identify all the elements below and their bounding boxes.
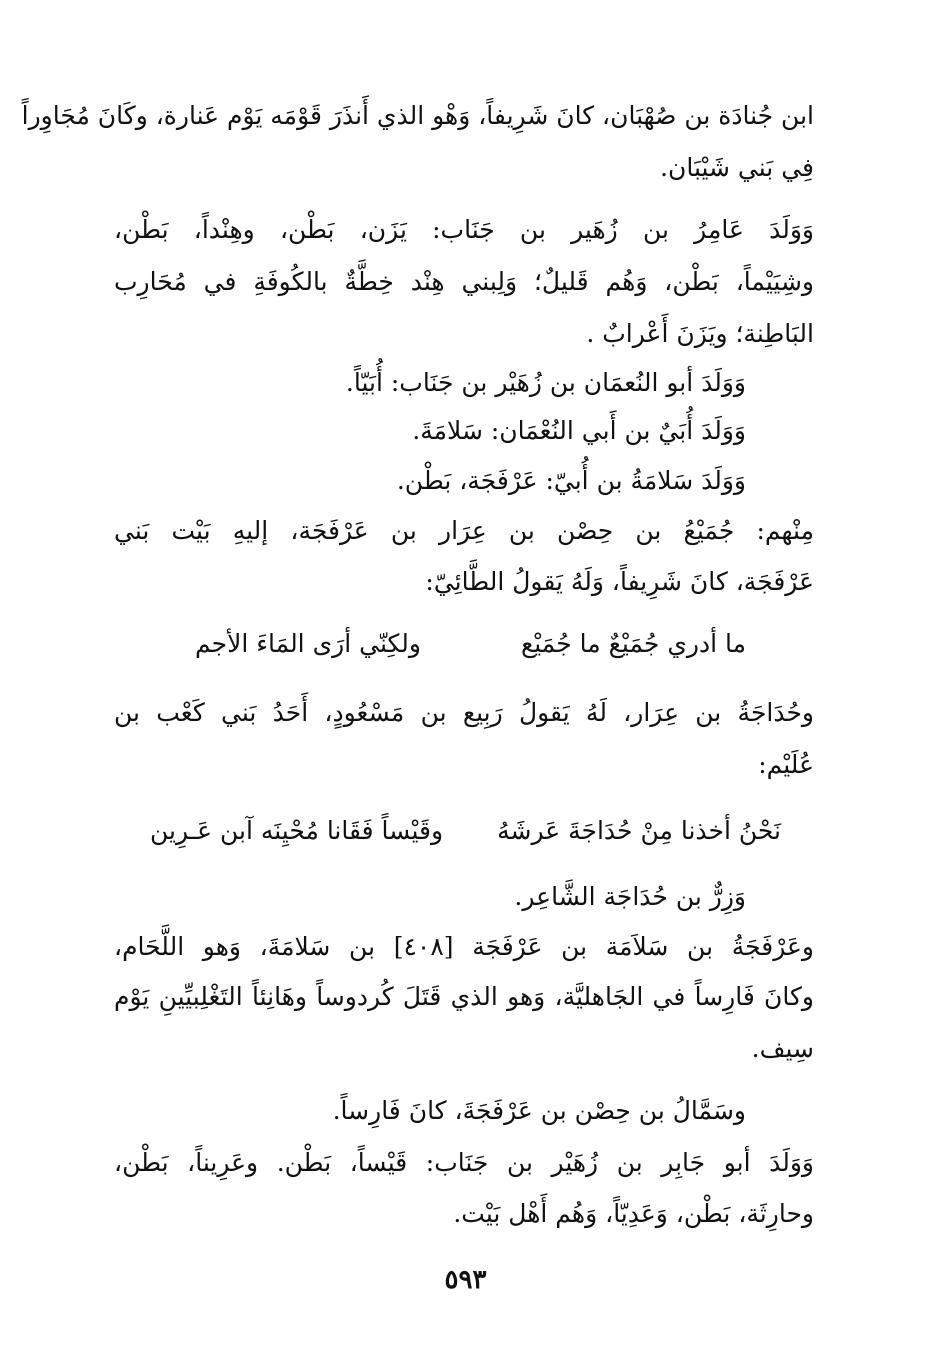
text-line-13: وَزِرٌّ بن حُدَاجَة الشَّاعِر. bbox=[514, 882, 746, 911]
text-line-19: وحارِثَة، بَطْن، وَعَدِيّاً، وَهُم أَهْل بَيْت. bbox=[453, 1199, 814, 1228]
verse-2-first-hemistich: نَحْنُ أخذنا مِنْ حُدَاجَةَ عَرشَهُ bbox=[497, 816, 781, 845]
text-line-7: وَوَلَدَ أُبَيٌ بن أَبي النُعْمَان: سَلامَةَ. bbox=[412, 416, 746, 445]
text-line-9: مِنْهم: جُمَيْعُ بن حِصْن بن عِرَار بن عَرْفَجَة، إليهِ بَيْت بَني bbox=[114, 516, 814, 545]
text-line-18: وَوَلَدَ أبو جَابِر بن زُهَيْر بن جَنَاب: قَيْساً، بَطْن. وعَرِيناً، بَطْن، bbox=[114, 1148, 814, 1177]
verse-1-first-hemistich: ما أدري جُمَيْعٌ ما جُمَيْع bbox=[520, 629, 746, 658]
page-number: ٥٩٣ bbox=[444, 1265, 487, 1295]
text-line-14: وعَرْفَجَةُ بن سَلاَمَة بن عَرْفَجَة [٤٠٨] بن سَلامَةَ، وَهو اللَّحَام، bbox=[114, 932, 814, 961]
text-line-17: وسَمَّالُ بن حِصْن بن عَرْفَجَةَ، كانَ فَارِساً. bbox=[332, 1096, 746, 1125]
text-line-4: وشِيَيْماً، بَطْن، وَهُم قَليلٌ؛ وَلِبني هِنْد خِطَّةٌ بالكُوفَةِ في مُحَارِب bbox=[114, 267, 814, 296]
text-line-2: فِي بَني شَيْبَان. bbox=[660, 153, 814, 182]
verse-2-second-hemistich: وقَيْساً فَقَانا مُحْيِنَه آبن عَـرِين bbox=[150, 816, 444, 845]
text-line-8: وَوَلَدَ سَلامَةُ بن أُبيّ: عَرْفَجَة، بَطْن. bbox=[396, 466, 746, 495]
text-line-15: وكانَ فَارِساً في الجَاهليَّة، وَهو الذي قَتَلَ كُردوساً وهَانِئاً التَغْلِبيِّينِ يَوْم bbox=[114, 982, 814, 1011]
text-line-10: عَرْفَجَة، كانَ شَرِيفاً، وَلَهُ يَقولُ الطَّائِيّ: bbox=[425, 567, 814, 596]
text-line-1: ابن جُنادَة بن صُهْبَان، كانَ شَرِيفاً، وَهْو الذي أَنذَرَ قَوْمَه يَوْم عَنارة، وكَانَ مُجَاوِراً bbox=[21, 101, 814, 130]
text-line-16: سِيف. bbox=[751, 1034, 814, 1063]
text-line-11: وحُدَاجَةُ بن عِرَار، لَهُ يَقولُ رَبِيع بن مَسْعُودٍ، أَحَدُ بَني كَعْب بن bbox=[114, 698, 814, 727]
text-line-6: وَوَلَدَ أبو النُعمَان بن زُهَيْر بن جَنَاب: أُبَيّاً. bbox=[345, 368, 746, 397]
text-line-5: البَاطِنة؛ ويَزَنَ أَعْرابٌ . bbox=[586, 319, 814, 348]
text-line-3: وَوَلَدَ عَامِرُ بن زُهَير بن جَنَاب: يَزَن، بَطْن، وهِنْداً، بَطْن، bbox=[114, 215, 814, 244]
verse-1-second-hemistich: ولكِنّي أرَى المَاءَ الأجم bbox=[195, 629, 421, 658]
text-line-12: عُلَيْم: bbox=[758, 750, 814, 779]
